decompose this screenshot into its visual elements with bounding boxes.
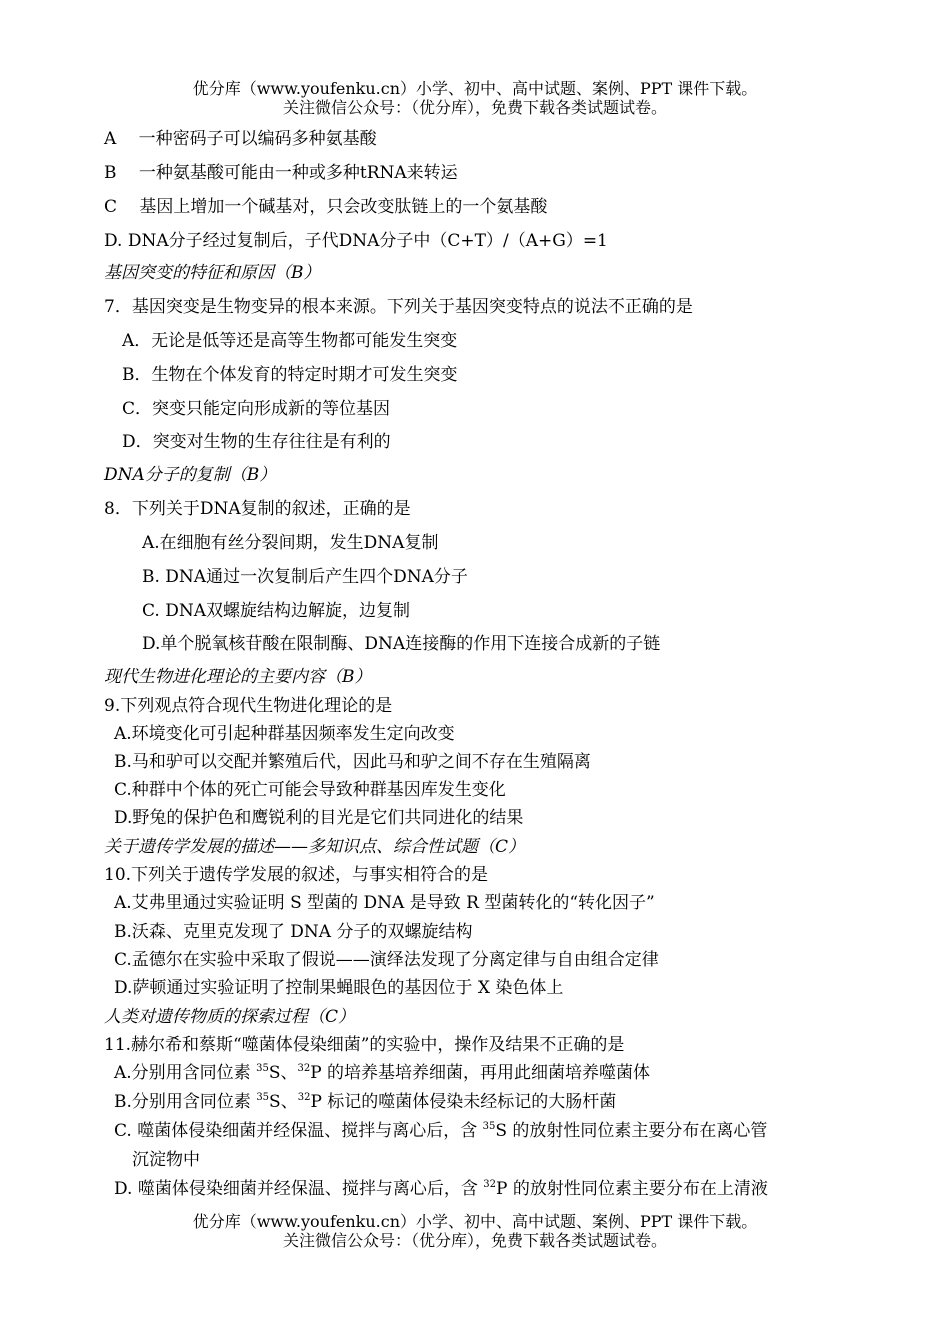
section-heading-7: 基因突变的特征和原因（B） <box>104 263 321 283</box>
header-line-1: 优分库（www.youfenku.cn）小学、初中、高中试题、案例、PPT 课件下载。 <box>192 79 758 98</box>
isotope-32-superscript: 32 <box>297 1092 311 1103</box>
q10-option-b: B.沃森、克里克发现了 DNA 分子的双螺旋结构 <box>114 922 473 942</box>
q8-option-c: C. DNA双螺旋结构边解旋，边复制 <box>142 601 410 621</box>
q10-option-d: D.萨顿通过实验证明了控制果蝇眼色的基因位于 X 染色体上 <box>114 978 564 998</box>
q8-option-d: D.单个脱氧核苷酸在限制酶、DNA连接酶的作用下连接合成新的子链 <box>142 634 661 654</box>
q7-option-a: A．无论是低等还是高等生物都可能发生突变 <box>122 331 458 351</box>
isotope-35-superscript: 35 <box>482 1121 496 1132</box>
question-10-stem: 10.下列关于遗传学发展的叙述，与事实相符合的是 <box>104 865 489 885</box>
question-8-stem: 8．下列关于DNA复制的叙述，正确的是 <box>104 499 411 519</box>
header-line-2: 关注微信公众号：（优分库），免费下载各类试题试卷。 <box>282 98 667 117</box>
question-11-stem: 11.赫尔希和蔡斯“噬菌体侵染细菌”的实验中，操作及结果不正确的是 <box>104 1035 625 1055</box>
q6-option-b: B 一种氨基酸可能由一种或多种tRNA来转运 <box>104 163 458 183</box>
footer-line-1: 优分库（www.youfenku.cn）小学、初中、高中试题、案例、PPT 课件下载。 <box>192 1212 758 1231</box>
q7-option-c: C．突变只能定向形成新的等位基因 <box>122 399 391 419</box>
isotope-35-superscript: 35 <box>256 1063 269 1074</box>
footer-line-2: 关注微信公众号：（优分库），免费下载各类试题试卷。 <box>282 1231 667 1250</box>
q11-option-c-continuation: 沉淀物中 <box>132 1150 200 1170</box>
q9-option-d: D.野兔的保护色和鹰锐利的目光是它们共同进化的结果 <box>114 808 524 828</box>
q10-option-c: C.孟德尔在实验中采取了假说——演绎法发现了分离定律与自由组合定律 <box>114 950 659 970</box>
question-9-stem: 9.下列观点符合现代生物进化理论的是 <box>104 696 393 716</box>
q10-option-a: A.艾弗里通过实验证明 S 型菌的 DNA 是导致 R 型菌转化的“转化因子” <box>114 893 655 913</box>
q6-option-a: A 一种密码子可以编码多种氨基酸 <box>104 129 377 149</box>
isotope-35-superscript: 35 <box>256 1092 270 1103</box>
isotope-32-superscript: 32 <box>297 1063 311 1074</box>
section-heading-9: 现代生物进化理论的主要内容（B） <box>104 667 372 687</box>
q9-option-c: C.种群中个体的死亡可能会导致种群基因库发生变化 <box>114 780 506 800</box>
q11-option-d: D. 噬菌体侵染细菌并经保温、搅拌与离心后，含 $^{32}$P 的放射性同位素主要分布在上清液 <box>114 1179 768 1199</box>
q6-option-d: D. DNA分子经过复制后，子代DNA分子中（C+T）/（A+G）=1 <box>104 231 608 251</box>
section-heading-8: DNA分子的复制（B） <box>104 465 277 485</box>
q9-option-b: B.马和驴可以交配并繁殖后代，因此马和驴之间不存在生殖隔离 <box>114 752 591 772</box>
question-7-stem: 7．基因突变是生物变异的根本来源。下列关于基因突变特点的说法不正确的是 <box>104 297 693 317</box>
q6-option-c: C 基因上增加一个碱基对，只会改变肽链上的一个氨基酸 <box>104 197 548 217</box>
q9-option-a: A.环境变化可引起种群基因频率发生定向改变 <box>114 724 455 744</box>
section-heading-10: 关于遗传学发展的描述——多知识点、综合性试题（C） <box>104 837 526 857</box>
q7-option-d: D．突变对生物的生存往往是有利的 <box>122 432 391 452</box>
section-heading-11: 人类对遗传物质的探索过程（C） <box>104 1007 356 1027</box>
q11-option-a: A.分别用含同位素 $^{35}$S、$^{32}$P 的培养基培养细菌，再用此细菌培养噬菌体 <box>114 1063 651 1083</box>
q8-option-b: B. DNA通过一次复制后产生四个DNA分子 <box>142 567 468 587</box>
isotope-32-superscript: 32 <box>483 1179 496 1190</box>
q11-option-c: C. 噬菌体侵染细菌并经保温、搅拌与离心后，含 $^{35}$S 的放射性同位素主要分布在离心管 <box>114 1121 768 1141</box>
q11-option-b: B.分别用含同位素 $^{35}$S、$^{32}$P 标记的噬菌体侵染未经标记的大肠杆菌 <box>114 1092 617 1112</box>
q7-option-b: B．生物在个体发育的特定时期才可发生突变 <box>122 365 458 385</box>
q8-option-a: A.在细胞有丝分裂间期，发生DNA复制 <box>142 533 439 553</box>
